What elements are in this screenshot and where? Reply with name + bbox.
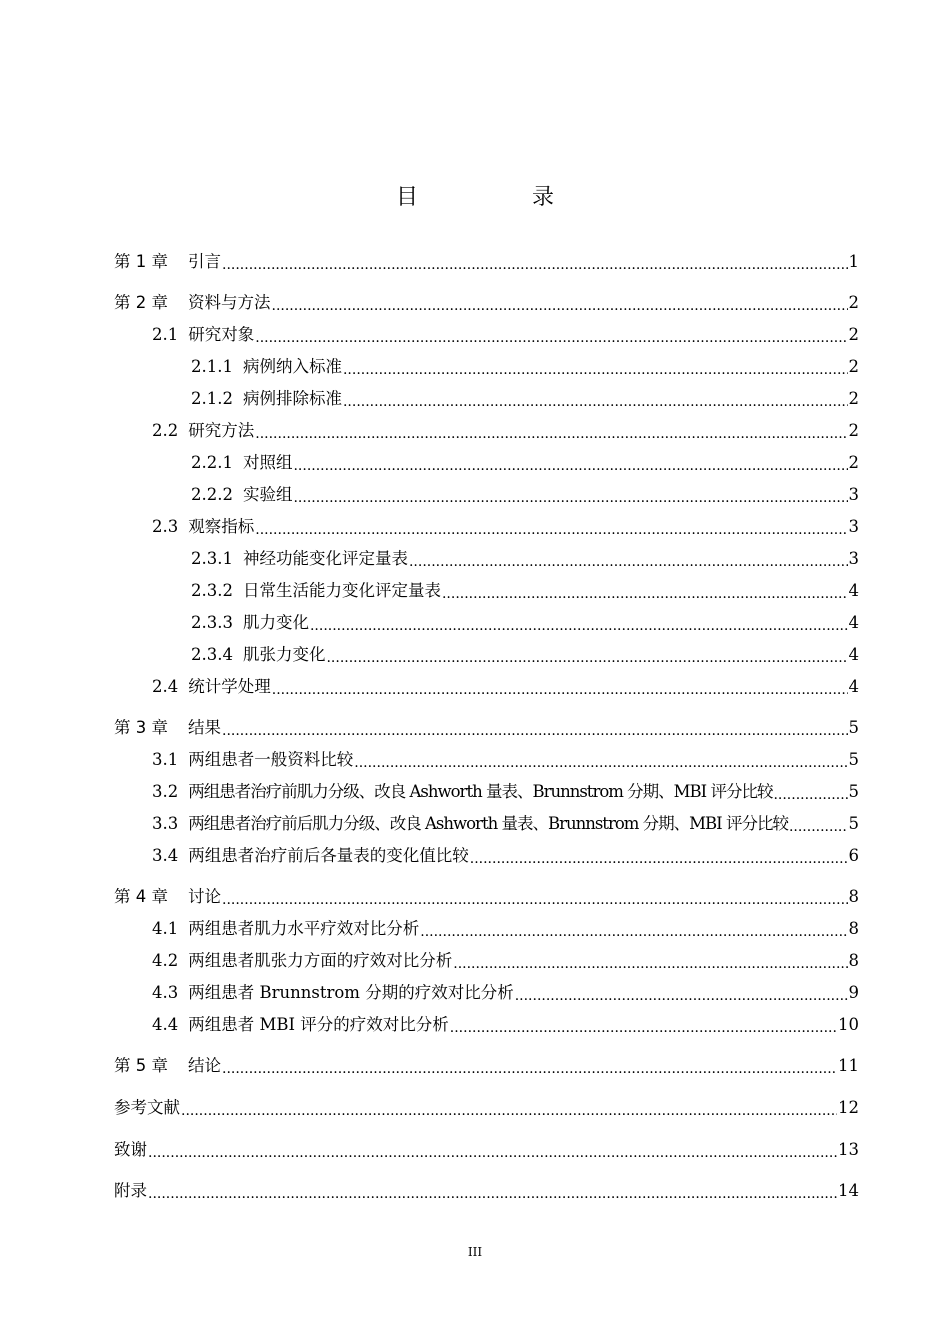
toc-entry[interactable]: [0, 1053, 950, 1077]
toc-leader-dots: [470, 847, 848, 867]
toc-entry-label: [114, 886, 221, 908]
toc-entry[interactable]: [0, 578, 950, 602]
toc-entry-label: [114, 292, 271, 314]
toc-entry-label: [152, 982, 514, 1004]
toc-entry-text: 病例纳入标准: [242, 357, 342, 376]
toc-entry-page: 2: [848, 325, 859, 344]
toc-entry-page: 5: [848, 782, 859, 801]
toc-entry-number: 第 4 章: [114, 887, 168, 906]
toc-entry[interactable]: [0, 884, 950, 908]
toc-entry[interactable]: [0, 916, 950, 940]
toc-entry-number: 3.4: [152, 846, 179, 865]
toc-entry-label: [191, 548, 408, 570]
toc-entry-text: 引言: [188, 252, 221, 271]
toc-entry-text: 两组患者肌力水平疗效对比分析: [188, 919, 420, 938]
toc-entry-label: [152, 1014, 449, 1036]
toc-leader-dots: [222, 1057, 837, 1077]
toc-entry-number: 4.4: [152, 1015, 179, 1034]
toc-entry[interactable]: [0, 354, 950, 378]
toc-entry-number: 2.1.1: [191, 357, 233, 376]
toc-leader-dots: [222, 888, 848, 908]
toc-entry-label: [152, 918, 419, 940]
toc-entry-label: [191, 484, 292, 506]
toc-leader-dots: [409, 550, 848, 570]
toc-entry[interactable]: [0, 418, 950, 442]
toc-entry-page: 3: [848, 517, 859, 536]
toc-entry[interactable]: [0, 1137, 950, 1161]
toc-leader-dots: [450, 1016, 837, 1036]
toc-entry[interactable]: [0, 843, 950, 867]
toc-entry-label: [191, 388, 342, 410]
toc-entry[interactable]: [0, 386, 950, 410]
toc-leader-dots: [310, 614, 848, 634]
toc-leader-dots: [181, 1099, 837, 1119]
toc-entry[interactable]: [0, 715, 950, 739]
toc-leader-dots: [789, 815, 848, 835]
toc-entry[interactable]: [0, 674, 950, 698]
toc-entry-label: [191, 644, 325, 666]
toc-entry-page: 3: [848, 549, 859, 568]
toc-leader-dots: [515, 984, 848, 1004]
toc-entry-label: [191, 612, 309, 634]
toc-entry-page: 5: [848, 718, 859, 737]
toc-entry-number: 4.3: [152, 983, 179, 1002]
toc-entry[interactable]: [0, 1095, 950, 1119]
toc-entry-text: 两组患者肌张力方面的疗效对比分析: [188, 951, 453, 970]
toc-entry-page: 2: [848, 421, 859, 440]
toc-entry-label: [152, 676, 271, 698]
toc-entry-page: 4: [848, 613, 859, 632]
toc-entry-page: 6: [848, 846, 859, 865]
toc-entry[interactable]: [0, 747, 950, 771]
toc-entry-number: 2.4: [152, 677, 179, 696]
toc-entry-page: 4: [848, 581, 859, 600]
toc-entry-text: 结论: [188, 1056, 221, 1075]
toc-entry-page: 4: [848, 645, 859, 664]
toc-leader-dots: [272, 678, 848, 698]
toc-leader-dots: [343, 390, 848, 410]
toc-entry-text: 致谢: [114, 1140, 147, 1159]
toc-entry-text: 两组患者治疗前肌力分级、改良 Ashworth 量表、Brunnstrom 分期、MBI 评分比较: [188, 782, 773, 801]
toc-entry-number: 2.3.4: [191, 645, 233, 664]
toc-entry-page: 2: [848, 357, 859, 376]
toc-entry-page: 2: [848, 293, 859, 312]
toc-title: 目 录: [395, 185, 600, 210]
toc-entry-text: 两组患者治疗前后各量表的变化值比较: [188, 846, 469, 865]
toc-entry[interactable]: [0, 450, 950, 474]
toc-entry-text: 观察指标: [188, 517, 255, 536]
toc-entry-number: 2.3: [152, 517, 179, 536]
toc-entry-text: 两组患者 Brunnstrom 分期的疗效对比分析: [188, 983, 514, 1002]
toc-entry-label: [152, 324, 254, 346]
toc-leader-dots: [255, 518, 847, 538]
toc-entry-page: 1: [848, 252, 859, 271]
toc-entry-text: 结果: [188, 718, 221, 737]
toc-entry-page: 13: [838, 1140, 859, 1159]
toc-entry-page: 8: [848, 951, 859, 970]
toc-leader-dots: [773, 783, 847, 803]
toc-entry-number: 3.3: [152, 814, 179, 833]
toc-entry[interactable]: [0, 811, 950, 835]
toc-entry[interactable]: [0, 322, 950, 346]
toc-leader-dots: [293, 486, 847, 506]
toc-leader-dots: [255, 326, 847, 346]
toc-entry-text: 两组患者 MBI 评分的疗效对比分析: [188, 1015, 449, 1034]
toc-entry-page: 9: [848, 983, 859, 1002]
toc-entry-page: 5: [848, 750, 859, 769]
toc-entry-label: [191, 452, 292, 474]
toc-entry-text: 两组患者一般资料比较: [188, 750, 354, 769]
toc-leader-dots: [222, 253, 848, 273]
toc-entry-label: [191, 580, 441, 602]
toc-entry-page: 5: [848, 814, 859, 833]
toc-entry-page: 3: [848, 485, 859, 504]
toc-entry-label: [152, 781, 772, 803]
toc-entry[interactable]: [0, 290, 950, 314]
toc-leader-dots: [420, 920, 847, 940]
toc-entry-label: [152, 420, 254, 442]
toc-leader-dots: [272, 294, 848, 314]
toc-leader-dots: [453, 952, 847, 972]
toc-entry-text: 肌力变化: [242, 613, 309, 632]
toc-leader-dots: [148, 1182, 837, 1202]
toc-entry-text: 资料与方法: [188, 293, 271, 312]
toc-entry-text: 附录: [114, 1181, 147, 1200]
toc-entry-text: 实验组: [242, 485, 293, 504]
toc-entry-label: [114, 717, 221, 739]
toc-entry-page: 8: [848, 887, 859, 906]
toc-entry-number: 3.2: [152, 782, 179, 801]
toc-entry[interactable]: [0, 948, 950, 972]
toc-entry-number: 2.1: [152, 325, 179, 344]
toc-leader-dots: [148, 1141, 837, 1161]
toc-entry[interactable]: [0, 980, 950, 1004]
toc-leader-dots: [293, 454, 847, 474]
toc-entry[interactable]: [0, 482, 950, 506]
toc-entry-page: 8: [848, 919, 859, 938]
toc-entry-label: [152, 845, 469, 867]
toc-entry-page: 4: [848, 677, 859, 696]
toc-entry-text: 研究对象: [188, 325, 255, 344]
toc-entry-number: 2.2: [152, 421, 179, 440]
toc-entry[interactable]: [0, 642, 950, 666]
toc-entry-text: 两组患者治疗前后肌力分级、改良 Ashworth 量表、Brunnstrom 分期、MBI 评分比较: [188, 814, 788, 833]
toc-entry-number: 2.1.2: [191, 389, 233, 408]
toc-leader-dots: [222, 719, 848, 739]
toc-entry-page: 12: [838, 1098, 859, 1117]
toc-entry-text: 参考文献: [114, 1098, 180, 1117]
toc-entry-label: [114, 1180, 147, 1202]
toc-entry[interactable]: [0, 610, 950, 634]
toc-entry-number: 4.2: [152, 951, 179, 970]
toc-entry-number: 3.1: [152, 750, 179, 769]
toc-entry-number: 第 3 章: [114, 718, 168, 737]
toc-entry-label: [152, 749, 353, 771]
toc-entry-number: 2.3.2: [191, 581, 233, 600]
toc-entry-text: 对照组: [242, 453, 293, 472]
toc-leader-dots: [354, 751, 847, 771]
toc-leader-dots: [255, 422, 847, 442]
toc-entry-page: 10: [838, 1015, 859, 1034]
toc-leader-dots: [343, 358, 848, 378]
toc-entry-label: [114, 251, 221, 273]
toc-entry-label: [152, 516, 254, 538]
toc-entry-number: 第 2 章: [114, 293, 168, 312]
toc-entry-number: 第 1 章: [114, 252, 168, 271]
toc-entry-text: 讨论: [188, 887, 221, 906]
toc-entry-number: 4.1: [152, 919, 179, 938]
toc-entry-label: [152, 813, 788, 835]
toc-entry-page: 11: [838, 1056, 859, 1075]
toc-entry[interactable]: [0, 1012, 950, 1036]
toc-entry-text: 神经功能变化评定量表: [242, 549, 408, 568]
toc-entry-label: [152, 950, 452, 972]
toc-entry-text: 研究方法: [188, 421, 255, 440]
toc-entry-page: 2: [848, 453, 859, 472]
toc-entry[interactable]: [0, 779, 950, 803]
toc-entry-text: 肌张力变化: [242, 645, 326, 664]
toc-entry-label: [114, 1139, 147, 1161]
toc-entry-label: [114, 1097, 180, 1119]
toc-entry-text: 日常生活能力变化评定量表: [242, 581, 441, 600]
toc-entry-number: 第 5 章: [114, 1056, 168, 1075]
toc-entry[interactable]: [0, 1178, 950, 1202]
toc-leader-dots: [326, 646, 847, 666]
toc-entry-number: 2.2.2: [191, 485, 233, 504]
toc-entry[interactable]: [0, 514, 950, 538]
toc-entry-label: [191, 356, 342, 378]
toc-entry-number: 2.3.1: [191, 549, 233, 568]
toc-entry-number: 2.2.1: [191, 453, 233, 472]
toc-entry-label: [114, 1055, 221, 1077]
page-number: III: [467, 1245, 483, 1259]
toc-entry-text: 统计学处理: [188, 677, 271, 696]
toc-entry[interactable]: [0, 249, 950, 273]
toc-leader-dots: [442, 582, 848, 602]
toc-entry-text: 病例排除标准: [242, 389, 342, 408]
toc-entry-page: 2: [848, 389, 859, 408]
toc-entry-number: 2.3.3: [191, 613, 233, 632]
toc-entry-page: 14: [838, 1181, 859, 1200]
toc-entry[interactable]: [0, 546, 950, 570]
